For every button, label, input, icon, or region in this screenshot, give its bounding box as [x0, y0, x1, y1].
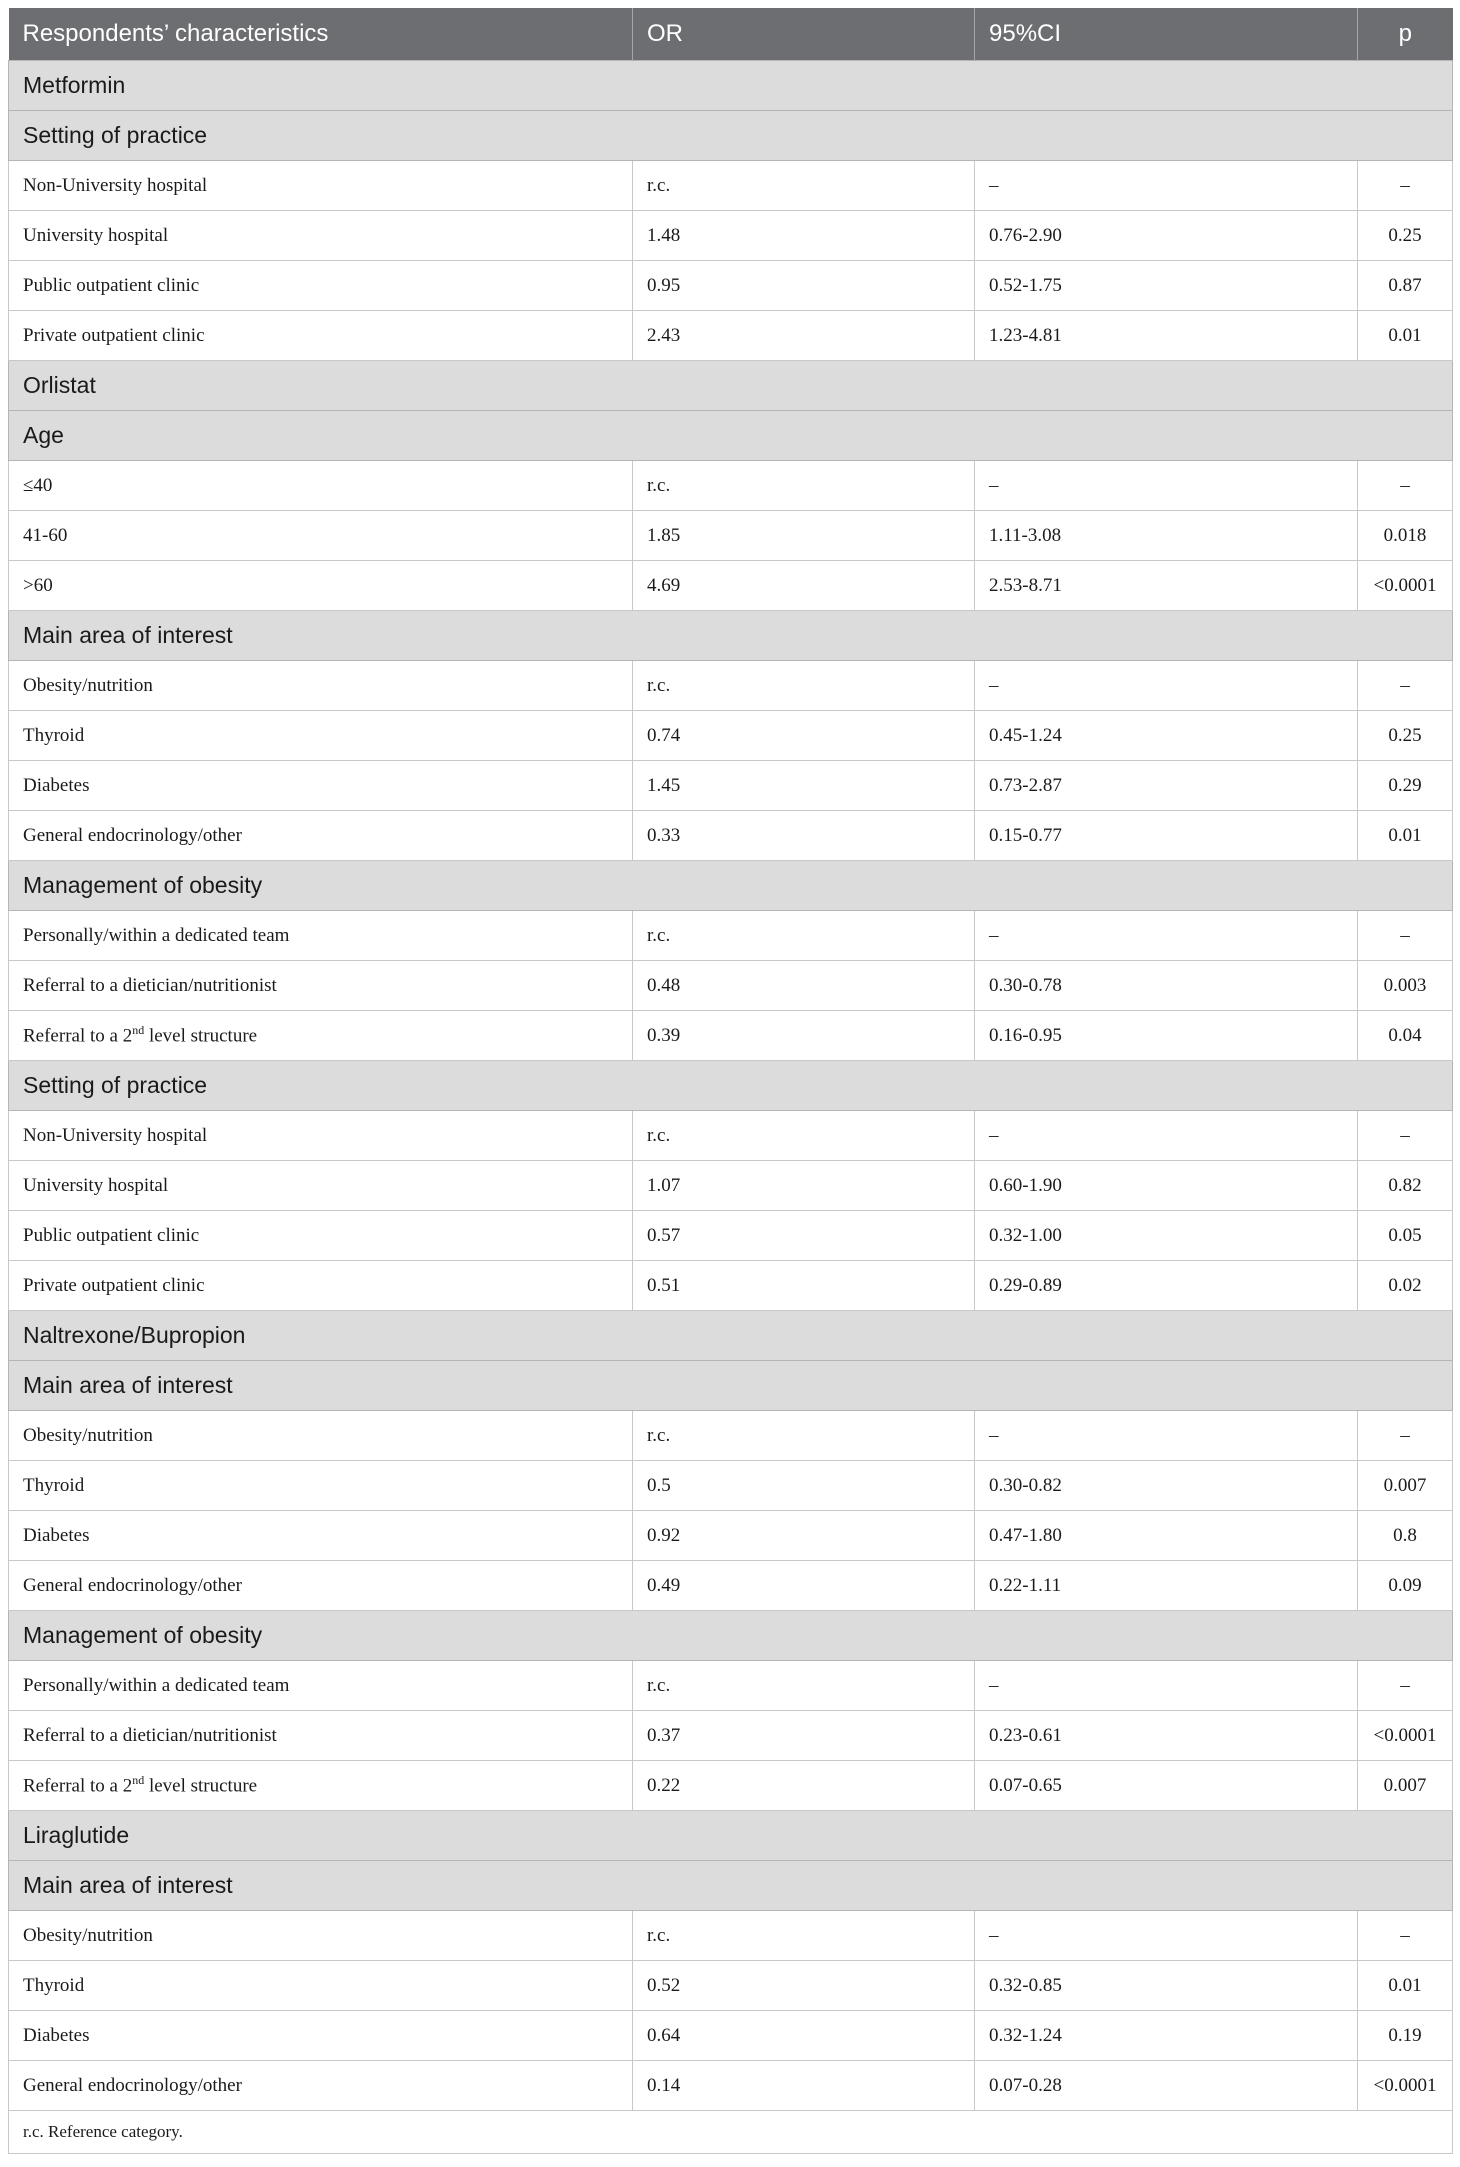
row-label-suffix: level structure — [144, 1025, 258, 1047]
ci-value: 0.29-0.89 — [975, 1261, 1358, 1311]
section-label: Main area of interest — [9, 1361, 1453, 1411]
table-row — [9, 911, 1453, 961]
section-row — [9, 861, 1453, 911]
p-value: 0.8 — [1358, 1511, 1453, 1561]
or-value: 0.39 — [633, 1011, 975, 1061]
or-value: 1.45 — [633, 761, 975, 811]
or-value: 0.74 — [633, 711, 975, 761]
table-row — [9, 311, 1453, 361]
p-value: <0.0001 — [1358, 561, 1453, 611]
p-value: – — [1358, 461, 1453, 511]
row-label: Diabetes — [9, 1511, 633, 1561]
ci-value: 1.11-3.08 — [975, 511, 1358, 561]
table-row — [9, 2011, 1453, 2061]
or-value: 0.22 — [633, 1761, 975, 1811]
table-row — [9, 1711, 1453, 1761]
row-label-text: Referral to a 2 — [23, 1775, 133, 1797]
or-value: 1.85 — [633, 511, 975, 561]
table-row — [9, 711, 1453, 761]
table-row — [9, 211, 1453, 261]
or-value: r.c. — [633, 911, 975, 961]
p-value: 0.01 — [1358, 811, 1453, 861]
p-value: – — [1358, 1111, 1453, 1161]
or-value: 0.49 — [633, 1561, 975, 1611]
row-label: Personally/within a dedicated team — [9, 911, 633, 961]
table-row — [9, 261, 1453, 311]
section-row — [9, 1861, 1453, 1911]
section-row — [9, 411, 1453, 461]
row-label-superscript: nd — [132, 1023, 145, 1038]
section-label: Metformin — [9, 61, 1453, 111]
row-label: General endocrinology/other — [9, 1561, 633, 1611]
ci-value: – — [975, 911, 1358, 961]
table-row — [9, 161, 1453, 211]
row-label — [9, 1011, 633, 1061]
ci-value: 0.32-0.85 — [975, 1961, 1358, 2011]
or-value: 0.14 — [633, 2061, 975, 2111]
ci-value: – — [975, 1111, 1358, 1161]
section-row — [9, 61, 1453, 111]
row-label: Obesity/nutrition — [9, 1911, 633, 1961]
p-value: 0.007 — [1358, 1761, 1453, 1811]
ci-value: 0.22-1.11 — [975, 1561, 1358, 1611]
row-label: Private outpatient clinic — [9, 311, 633, 361]
table-row — [9, 1911, 1453, 1961]
ci-value: – — [975, 661, 1358, 711]
p-value: 0.25 — [1358, 711, 1453, 761]
table-row — [9, 1661, 1453, 1711]
or-value: r.c. — [633, 661, 975, 711]
or-value: 0.52 — [633, 1961, 975, 2011]
table-footnote-row — [9, 2111, 1453, 2154]
table-row — [9, 811, 1453, 861]
section-row — [9, 1361, 1453, 1411]
table-row — [9, 1211, 1453, 1261]
table-row — [9, 1261, 1453, 1311]
p-value: – — [1358, 911, 1453, 961]
table-row — [9, 461, 1453, 511]
row-label: 41-60 — [9, 511, 633, 561]
table-row — [9, 511, 1453, 561]
row-label: ≤40 — [9, 461, 633, 511]
table-row — [9, 961, 1453, 1011]
p-value: 0.04 — [1358, 1011, 1453, 1061]
ci-value: – — [975, 1911, 1358, 1961]
table-row — [9, 1111, 1453, 1161]
table-row — [9, 1411, 1453, 1461]
or-value: 0.57 — [633, 1211, 975, 1261]
row-label-text: Referral to a 2 — [23, 1025, 133, 1047]
p-value: 0.01 — [1358, 1961, 1453, 2011]
or-value: r.c. — [633, 161, 975, 211]
row-label: >60 — [9, 561, 633, 611]
ci-value: – — [975, 461, 1358, 511]
row-label: Diabetes — [9, 761, 633, 811]
row-label: Obesity/nutrition — [9, 1411, 633, 1461]
ci-value: 0.52-1.75 — [975, 261, 1358, 311]
header-or: OR — [633, 8, 975, 61]
row-label: University hospital — [9, 1161, 633, 1211]
section-label: Naltrexone/Bupropion — [9, 1311, 1453, 1361]
table-row — [9, 1461, 1453, 1511]
or-value: 0.92 — [633, 1511, 975, 1561]
section-row — [9, 111, 1453, 161]
header-p: p — [1358, 8, 1453, 61]
ci-value: 0.45-1.24 — [975, 711, 1358, 761]
row-label-superscript: nd — [132, 1773, 145, 1788]
or-value: 0.64 — [633, 2011, 975, 2061]
p-value: 0.018 — [1358, 511, 1453, 561]
or-value: r.c. — [633, 461, 975, 511]
ci-value: 0.30-0.78 — [975, 961, 1358, 1011]
ci-value: 0.07-0.28 — [975, 2061, 1358, 2111]
or-value: r.c. — [633, 1411, 975, 1461]
row-label: Private outpatient clinic — [9, 1261, 633, 1311]
row-label: Obesity/nutrition — [9, 661, 633, 711]
p-value: 0.87 — [1358, 261, 1453, 311]
table-row — [9, 661, 1453, 711]
p-value: 0.003 — [1358, 961, 1453, 1011]
p-value: 0.19 — [1358, 2011, 1453, 2061]
row-label: Personally/within a dedicated team — [9, 1661, 633, 1711]
or-value: 0.51 — [633, 1261, 975, 1311]
ci-value: 0.32-1.24 — [975, 2011, 1358, 2061]
table-row — [9, 1161, 1453, 1211]
section-row — [9, 1311, 1453, 1361]
or-value: 0.95 — [633, 261, 975, 311]
or-value: 1.48 — [633, 211, 975, 261]
section-row — [9, 611, 1453, 661]
ci-value: 0.73-2.87 — [975, 761, 1358, 811]
ci-value: 0.76-2.90 — [975, 211, 1358, 261]
p-value: 0.05 — [1358, 1211, 1453, 1261]
section-row — [9, 1611, 1453, 1661]
p-value: 0.82 — [1358, 1161, 1453, 1211]
or-value: 4.69 — [633, 561, 975, 611]
odds-ratio-table — [8, 8, 1453, 2154]
row-label: Diabetes — [9, 2011, 633, 2061]
table-row — [9, 1961, 1453, 2011]
section-label: Age — [9, 411, 1453, 461]
ci-value: 0.60-1.90 — [975, 1161, 1358, 1211]
ci-value: 0.30-0.82 — [975, 1461, 1358, 1511]
p-value: – — [1358, 161, 1453, 211]
p-value: – — [1358, 1911, 1453, 1961]
header-ci: 95%CI — [975, 8, 1358, 61]
or-value: r.c. — [633, 1661, 975, 1711]
or-value: r.c. — [633, 1911, 975, 1961]
p-value: – — [1358, 1661, 1453, 1711]
or-value: r.c. — [633, 1111, 975, 1161]
table-body — [9, 61, 1453, 2111]
row-label: Public outpatient clinic — [9, 1211, 633, 1261]
row-label: University hospital — [9, 211, 633, 261]
or-value: 0.48 — [633, 961, 975, 1011]
ci-value: 0.23-0.61 — [975, 1711, 1358, 1761]
section-label: Main area of interest — [9, 611, 1453, 661]
or-value: 2.43 — [633, 311, 975, 361]
ci-value: 0.15-0.77 — [975, 811, 1358, 861]
or-value: 0.33 — [633, 811, 975, 861]
p-value: 0.29 — [1358, 761, 1453, 811]
table-row — [9, 1761, 1453, 1811]
row-label: Thyroid — [9, 1461, 633, 1511]
section-label: Setting of practice — [9, 111, 1453, 161]
row-label: Referral to a dietician/nutritionist — [9, 1711, 633, 1761]
ci-value: 0.47-1.80 — [975, 1511, 1358, 1561]
section-row — [9, 1061, 1453, 1111]
row-label: Referral to a dietician/nutritionist — [9, 961, 633, 1011]
table-header-row — [9, 8, 1453, 61]
row-label: Thyroid — [9, 711, 633, 761]
section-label: Liraglutide — [9, 1811, 1453, 1861]
table-row — [9, 761, 1453, 811]
p-value: 0.01 — [1358, 311, 1453, 361]
table-row — [9, 1561, 1453, 1611]
ci-value: 0.16-0.95 — [975, 1011, 1358, 1061]
p-value: <0.0001 — [1358, 2061, 1453, 2111]
or-value: 0.5 — [633, 1461, 975, 1511]
table-row — [9, 2061, 1453, 2111]
row-label: Thyroid — [9, 1961, 633, 2011]
section-label: Management of obesity — [9, 1611, 1453, 1661]
header-characteristics: Respondents’ characteristics — [9, 8, 633, 61]
ci-value: – — [975, 1411, 1358, 1461]
p-value: – — [1358, 1411, 1453, 1461]
ci-value: 0.07-0.65 — [975, 1761, 1358, 1811]
p-value: 0.09 — [1358, 1561, 1453, 1611]
ci-value: 0.32-1.00 — [975, 1211, 1358, 1261]
section-row — [9, 361, 1453, 411]
p-value: 0.25 — [1358, 211, 1453, 261]
row-label — [9, 1761, 633, 1811]
section-label: Orlistat — [9, 361, 1453, 411]
section-label: Management of obesity — [9, 861, 1453, 911]
row-label: General endocrinology/other — [9, 2061, 633, 2111]
or-value: 1.07 — [633, 1161, 975, 1211]
table-row — [9, 1011, 1453, 1061]
table-row — [9, 561, 1453, 611]
ci-value: 2.53-8.71 — [975, 561, 1358, 611]
section-label: Setting of practice — [9, 1061, 1453, 1111]
ci-value: – — [975, 161, 1358, 211]
table-row — [9, 1511, 1453, 1561]
row-label: General endocrinology/other — [9, 811, 633, 861]
ci-value: – — [975, 1661, 1358, 1711]
section-label: Main area of interest — [9, 1861, 1453, 1911]
or-value: 0.37 — [633, 1711, 975, 1761]
row-label: Non-University hospital — [9, 161, 633, 211]
row-label-suffix: level structure — [144, 1775, 258, 1797]
p-value: – — [1358, 661, 1453, 711]
odds-ratio-table-container — [8, 8, 1452, 2154]
row-label: Public outpatient clinic — [9, 261, 633, 311]
p-value: 0.007 — [1358, 1461, 1453, 1511]
ci-value: 1.23-4.81 — [975, 311, 1358, 361]
p-value: <0.0001 — [1358, 1711, 1453, 1761]
footnote: r.c. Reference category. — [9, 2111, 1453, 2154]
section-row — [9, 1811, 1453, 1861]
p-value: 0.02 — [1358, 1261, 1453, 1311]
row-label: Non-University hospital — [9, 1111, 633, 1161]
